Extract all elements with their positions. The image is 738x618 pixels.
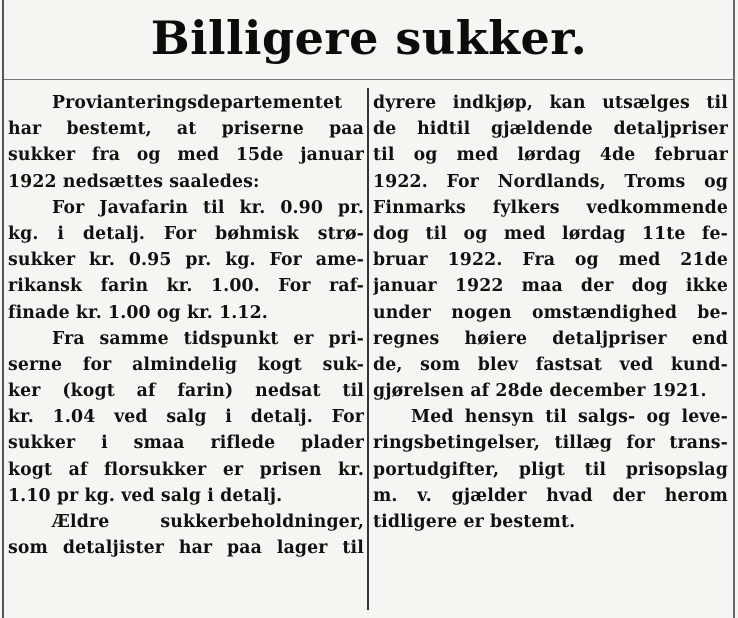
text-line: For Javafarin til kr. 0.90 pr. xyxy=(52,197,364,218)
page-edge-left xyxy=(2,0,4,618)
text-line: kr. 1.04 ved salg i detalj. For xyxy=(8,407,364,428)
headline-rule xyxy=(4,79,733,80)
text-line: regnes høiere detaljpriser end xyxy=(373,328,728,349)
text-line: Provianteringsdepartementet xyxy=(52,93,343,113)
text-line: har bestemt, at priserne paa xyxy=(8,119,364,140)
text-line: ringsbetingelser, tillæg for trans- xyxy=(373,433,728,454)
text-line: dyrere indkjøp, kan utsælges til xyxy=(373,93,728,113)
headline: Billigere sukker. xyxy=(150,11,588,65)
text-line: serne for almindelig kogt suk- xyxy=(8,354,364,375)
page-edge-right xyxy=(733,0,735,618)
article-column-left xyxy=(8,90,364,561)
text-line: dog til og med lørdag 11te fe- xyxy=(373,223,728,244)
text-line: Ældre sukkerbeholdninger, xyxy=(52,512,364,532)
text-line: tidligere er bestemt. xyxy=(373,512,576,532)
text-line: under nogen omstændighed be- xyxy=(373,302,728,323)
text-line: ker (kogt af farin) nedsat til xyxy=(8,381,364,402)
text-line: 1.10 pr kg. ved salg i detalj. xyxy=(8,485,283,506)
text-line: de hidtil gjældende detaljpriser xyxy=(373,119,728,140)
article-column-right xyxy=(373,90,728,535)
text-line: kg. i detalj. For bøhmisk strø- xyxy=(8,223,364,244)
text-line: 1922 nedsættes saaledes: xyxy=(8,171,260,192)
text-line: som detaljister har paa lager til xyxy=(8,538,364,559)
text-line: m. v. gjælder hvad der herom xyxy=(373,485,728,506)
text-line: sukker kr. 0.95 pr. kg. For ame- xyxy=(8,250,364,271)
text-line: Finmarks fylkers vedkommende xyxy=(373,197,728,218)
text-line: sukker fra og med 15de januar xyxy=(8,145,364,166)
text-line: gjørelsen af 28de december 1921. xyxy=(373,381,707,402)
text-line: rikansk farin kr. 1.00. For raf- xyxy=(8,276,364,297)
text-line: bruar 1922. Fra og med 21de xyxy=(373,250,728,271)
text-line: januar 1922 maa der dog ikke xyxy=(373,276,728,297)
column-divider xyxy=(367,88,369,610)
text-line: Fra samme tidspunkt er pri- xyxy=(52,328,364,349)
text-line: portudgifter, pligt til prisopslag xyxy=(373,459,728,480)
text-line: til og med lørdag 4de februar xyxy=(373,145,728,166)
text-line: 1922. For Nordlands, Troms og xyxy=(373,171,728,192)
text-line: finade kr. 1.00 og kr. 1.12. xyxy=(8,302,268,323)
text-line: Med hensyn til salgs- og leve- xyxy=(411,407,728,428)
text-line: sukker i smaa riflede plader xyxy=(8,433,364,454)
text-line: kogt af florsukker er prisen kr. xyxy=(8,459,364,480)
text-line: de, som blev fastsat ved kund- xyxy=(373,354,728,375)
